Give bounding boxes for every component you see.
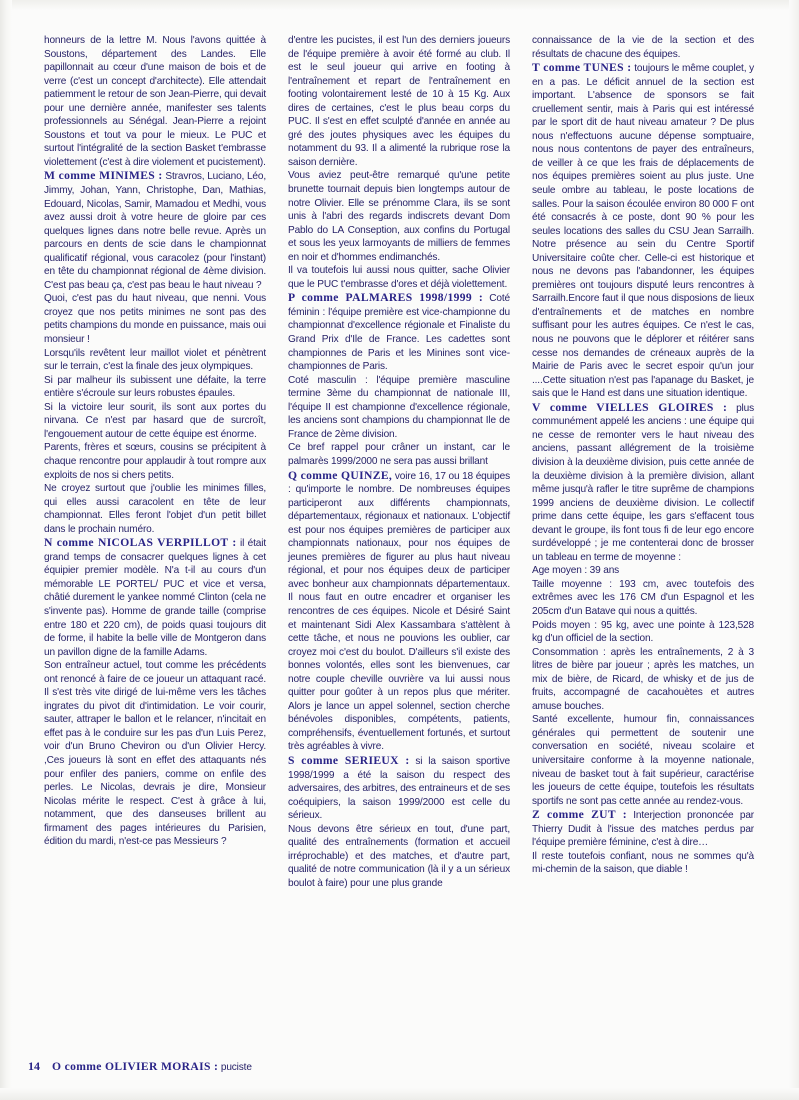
body-paragraph: Son entraîneur actuel, tout comme les précédents ont renoncé à faire de ce joueur un attaquant racé. Il s'est très vite dirigé de lui-même vers les tâches ingrates du pivot dit d'intimidation. Le voir courir, sauter, attraper le ballon et le relancer, n'incitait en effet pas à le conduire sur les pas d'un Luis Perez, voir d'un Bruno Cheviron ou d'un Olivier Hercy. ,Ces joueurs là sont en effet des attaquants nés pour enfiler des paniers, comme on enfile des perles. Le Nicolas, devrais je dire, Monsieur Nicolas mérite le respect. C'est à grâce à lui, notamment, que des danseuses brillent au firmament des pages intérieures du Parisien, édition du mardi, n'est-ce pas Messieurs ?: [44, 660, 266, 848]
text-column-2: [288, 34, 510, 1034]
body-paragraph: Nous devons être sérieux en tout, d'une part, qualité des entraînements (formation et accueil irréprochable) et des matches, et d'autre part, qualité de notre communication (là il y a un sérieux boulot à faire) pour une plus grande: [288, 823, 510, 889]
body-paragraph: Si la victoire leur sourit, ils sont aux portes du nirvana. Ce n'est par hasard que de surcroît, l'engouement autour de cette équipe est énorme.: [44, 401, 266, 440]
glossary-entry-body: toujours le même couplet, y en a pas. Le déficit annuel de la section est important. L'absence de sponsors se fait cruellement sentir, mais à Paris qui est intéressé par le sport dit de haut niveau amateur ? De plus nous n'effectuons aucune dépense somptuaire, nous nous contentons de payer des entraîneurs, de veiller à ce que les frais de déplacements de nos équipes premières soient au plus juste. Une seule ombre au tableau, le poste locations de salles. Pour la saison écoulée environ 80 000 F ont été consacrés à ce poste, dont 90 % pour les seules locations des salles du CSU Jean Sarrailh. Notre présence au sein du Centre Sportif Universitaire coûte cher. Celle-ci est historique et nous ne devons pas l'abandonner, les équipes premières ont toujours disputé leurs rencontres à Sarrailh.Encore faut il que nous disposions de lieux d'entraînements et de matches en nombre suffisant pour les autres équipes. Ce n'est le cas, nous ne pouvons que le déplorer et réitérer sans cesse nos demandes de créneaux auprès de la Mairie de Paris avec le secret espoir qu'un jour ....Cette situation n'est pas l'apanage du Basket, je sais que le Hand est dans une situation identique.: [532, 63, 755, 400]
footer-entry-head-text: O comme OLIVIER MORAIS :: [52, 1060, 219, 1073]
body-paragraph: Parents, frères et sœurs, cousins se précipitent à chaque rencontre pour applaudir à tout rompre aux exploits de nos si chers petits.: [44, 442, 266, 481]
glossary-entry-heading: S comme SERIEUX :: [288, 753, 410, 767]
body-paragraph: d'entre les pucistes, il est l'un des derniers joueurs de l'équipe première à avoir été formé au club. Il est le seul joueur qui arrive en footing à l'entraînement et repart de l'entraînement en footing volontairement lesté de 10 à 15 Kg. Aux dires de certaines, c'est le plus beau corps du PUC. Il s'est en effet sculpté d'année en année au gré des joutes physiques avec les équipes du notamment du 93. Il a alimenté la rubrique rose la saison dernière.: [288, 35, 510, 168]
page-number: 14: [28, 1059, 40, 1073]
scan-edge-left: [0, 0, 12, 1100]
body-paragraph: Quoi, c'est pas du haut niveau, que nenni. Vous croyez que nos petits minimes ne sont pas des petits champions du monde en puissance, mais oui monsieur !: [44, 293, 266, 346]
glossary-entry-heading: P comme PALMARES 1998/1999 :: [288, 291, 484, 305]
body-paragraph: Ne croyez surtout que j'oublie les minimes filles, qui elles aussi caracolent en tête de leur championnat. Elles feront l'objet d'un petit billet dans le prochain numéro.: [44, 483, 266, 535]
glossary-entry-heading: Q comme QUINZE,: [288, 468, 393, 482]
glossary-entry-heading: V comme VIELLES GLOIRES :: [532, 400, 728, 414]
body-paragraph: Taille moyenne : 193 cm, avec toutefois des extrêmes avec les 176 CM d'un Espagnol et les 205cm d'un Batave qui nous a quittés.: [532, 578, 754, 617]
glossary-entry: [532, 401, 754, 565]
glossary-entry-heading: M comme MINIMES :: [44, 169, 163, 183]
glossary-entry: [288, 469, 510, 754]
scan-edge-top: [0, 0, 799, 10]
glossary-entry-heading: T comme TUNES :: [532, 61, 632, 75]
body-paragraph: Il va toutefois lui aussi nous quitter, sache Olivier que le PUC t'embrasse d'ores et déjà violettement.: [288, 265, 510, 290]
scan-edge-right: [789, 0, 799, 1100]
body-paragraph: Ce bref rappel pour crâner un instant, car le palmarès 1999/2000 ne sera pas aussi brillant: [288, 442, 510, 467]
text-column-3: [532, 34, 754, 1034]
body-paragraph: Vous aviez peut-être remarqué qu'une petite brunette tournait depuis bien longtemps autour de notre Olivier. Elle se prénomme Clara, ils se sont unis à l'abri des regards indiscrets devant Dom Pablo do LA Conseption, aux confins du Portugal et sous les yeux larmoyants de milliers de femmes en noir et d'hommes endimanchés.: [288, 170, 510, 263]
glossary-entry-body: Stravros, Luciano, Léo, Jimmy, Johan, Yann, Christophe, Dan, Mathias, Edouard, Nicolas, Samir, Mamadou et Medhi, vous avez aussi droit à votre heure de gloire par ces quelques lignes dans notre belle revue. Après un parcours en dents de scie dans le championnat qualificatif régional, vous caracolez (pour l'instant) en tête du championnat régional de 4ème division. C'est pas beau ça, c'est pas beau le haut niveau ?: [44, 171, 266, 291]
glossary-entry-body: voire 16, 17 ou 18 équipes : qu'importe le nombre. De nombreuses équipes participeront aux différents championnats, départementaux, régionaux et nationaux. L'objectif est pour nos équipes premières de participer aux championnats nationaux, pour nos équipes de jeunes premières de figurer au plus haut niveau régional, et pour nos équipes deux de participer avec bonheur aux championnats départementaux. Il nous faut en outre encadrer et organiser les rencontres de ces équipes. Nicole et Désiré Saint et maintenant Sidi Alex Kassambara s'attèlent à cette tâche, et nous ne pouvions les oublier, car croyez moi c'est du boulot. D'ailleurs s'il existe des bonnes volontés, elles sont les bienvenues, car notre couple cheville ouvrière va lui aussi nous quitter pour goûter à un repos plus que mériter. Alors je lance un appel solennel, section cherche bénévoles disponibles, compétents, patients, compréhensifs, éventuellement fortunés, et surtout très agréables à vivre.: [288, 470, 510, 753]
glossary-entry-body: si la saison sportive 1998/1999 a été la saison du respect des adversaires, des arbitres, des entraineurs et de ses coéquipiers, la saison 1999/2000 est celle du sérieux.: [288, 755, 510, 822]
glossary-entry-heading: N comme NICOLAS VERPILLOT :: [44, 536, 237, 550]
glossary-entry: [532, 808, 754, 850]
glossary-entry: [44, 169, 266, 292]
glossary-entry-body: il était grand temps de consacrer quelques lignes à cet équipier premier modèle. N'a t-il au cours d'un mémorable LE PORTEL/ PUC et vice et versa, châtié durement le yankee nommé Clinton (cela ne s'invente pas). Homme de grande taille (comprise entre 180 et 220 cm), de poids quasi toujours dit de forme, il habite la belle ville de Montgeron dans un pavillon digne de la famille Adams.: [44, 538, 266, 658]
glossary-entry: [288, 754, 510, 823]
body-paragraph: connaissance de la vie de la section et des résultats de chacune des équipes.: [532, 35, 754, 60]
body-paragraph: Consommation : après les entraînements, 2 à 3 litres de bière par joueur ; après les matches, un mix de bière, de Ricard, de whisky et de jus de fruits, accompagné de cacahouètes et autres amuse bouches.: [532, 646, 754, 712]
glossary-entry: [532, 61, 754, 401]
page-footer: [28, 1059, 748, 1074]
glossary-entry-body: Interjection prononcée par Thierry Dudit à l'issue des matches perdus par l'équipe première féminine, c'est à dire…: [532, 810, 754, 849]
body-paragraph: Poids moyen : 95 kg, avec une pointe à 123,528 kg d'un officiel de la section.: [532, 619, 754, 645]
glossary-entry: [44, 536, 266, 659]
body-paragraph: Il reste toutefois confiant, nous ne sommes qu'à mi-chemin de la saison, que diable !: [532, 850, 754, 876]
glossary-entry: [288, 291, 510, 373]
scan-edge-bottom: [0, 1088, 799, 1100]
text-column-1: [44, 34, 266, 1034]
body-paragraph: Si par malheur ils subissent une défaite, la terre entière s'écroule sur leurs robustes épaules.: [44, 374, 266, 400]
footer-entry-heading: [52, 1060, 252, 1073]
glossary-entry-heading: Z comme ZUT :: [532, 808, 627, 822]
body-paragraph: Age moyen : 39 ans: [532, 565, 620, 577]
body-paragraph: honneurs de la lettre M. Nous l'avons quittée à Soustons, département des Landes. Elle papillonnait au cœur d'une maison de bois et de verre (c'est un concept d'architecte). Elle attendait patiemment le retour de son Jean-Pierre, qui devait pour une dernière année, manifester ses talents professionnels au Sénégal. Jean-Pierre a rejoint Soustons et tout va pour le mieux. Le PUC et surtout l'intégralité de la section Basket t'embrasse violettement (c'est à dire violement et pucistement).: [44, 35, 266, 168]
body-paragraph: Lorsqu'ils revêtent leur maillot violet et pénètrent sur le terrain, c'est la finale des jeux olympiques.: [44, 347, 266, 373]
glossary-entry-body: Coté féminin : l'équipe première est vice-championne du championnat d'excellence régionale et Finaliste du Grand Prix d'Ile de France. Les cadettes sont championnes de Paris et les Minines sont vice-championnes de Paris.: [288, 293, 510, 373]
article-columns: [44, 34, 756, 1034]
body-paragraph: Coté masculin : l'équipe première masculine termine 3ème du championnat de nationale III, l'équipe II est championne d'excellence régionale, les anciens sont champions du championnat Ile de France de 2ème division.: [288, 374, 510, 440]
glossary-entry-body: plus communément appelé les anciens : une équipe qui ne cesse de remonter vers le haut niveau des anciens, passant allégrement de la troisième division à la deuxième division, puis cette année de la deuxième division à la première division, allant même jusqu'à rafler le titre suprême de champions 1999 anciens de deuxième division. Le collectif prime dans cette équipe, les gars s'effacent tous devant le groupe, ils font tous fi de leur ego encore surdéveloppé ; je me contenterai donc de brosser un tableau en terme de moyenne :: [532, 402, 754, 563]
footer-entry-tail-text: puciste: [218, 1062, 252, 1073]
body-paragraph: Santé excellente, humour fin, connaissances générales qui permettent de soutenir une conversation en société, niveau scolaire et universitaire conforme à la moyenne nationale, niveau de basket tout à fait supérieur, caractérise les joueurs de cette équipe, toutefois les résultats sportifs ne sont pas cette année au rendez-vous.: [532, 714, 754, 807]
